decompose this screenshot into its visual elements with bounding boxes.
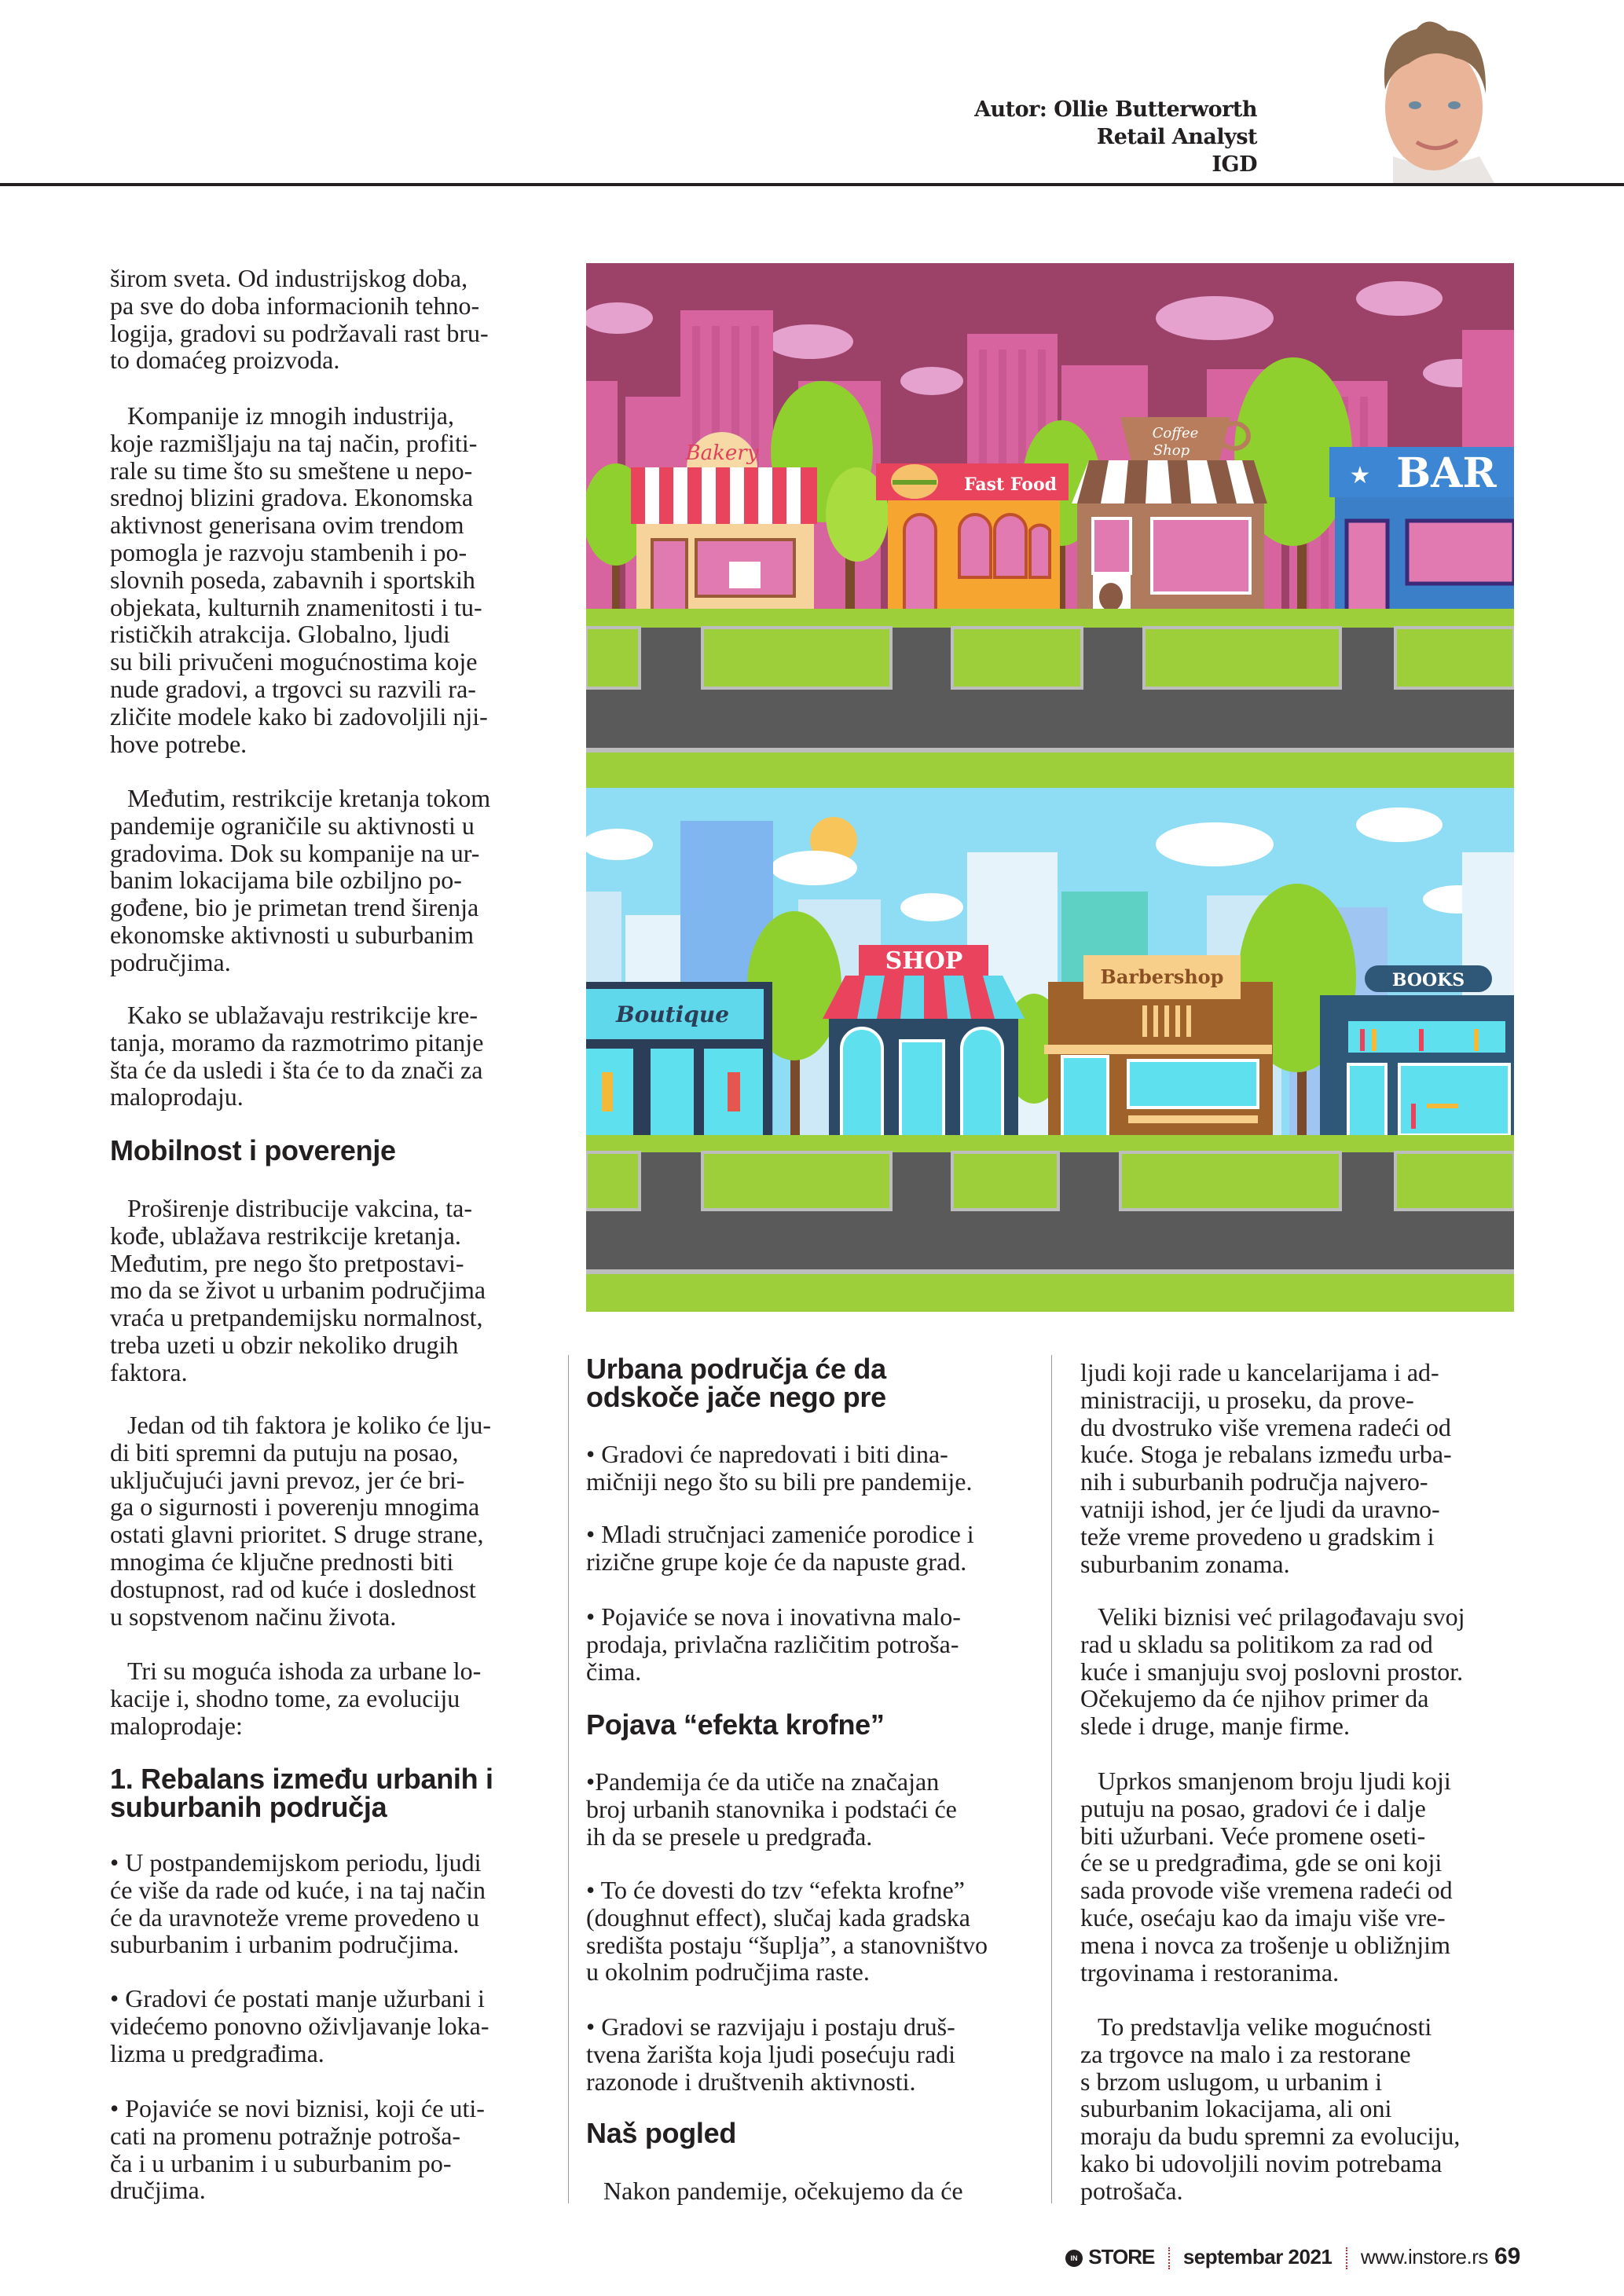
bullet-item: •Pandemija će da utiče na značajan broj urbanih stanovnika i podstaći će ih da se presele u predgrađa. xyxy=(586,1767,957,1851)
fast-food-shop xyxy=(876,463,1069,629)
paragraph: ljudi koji rade u kancelarijama i ad- ministraciji, u proseku, da prove- du dvostruko više vremena radeći od kuće. Stoga je rebalans između urba- nih i suburbanih područja najvero- vatniji ishod, jer će ljudi da uravno- teže vreme provedeno u gradskim i suburbanim zonama. xyxy=(1080,1358,1452,1578)
author-company: IGD xyxy=(1212,152,1257,177)
instore-logo-icon: IN xyxy=(1065,2250,1083,2267)
footer-divider xyxy=(1168,2247,1170,2269)
bullet-item: • U postpandemijskom periodu, ljudi će više da rade od kuće, i na taj način će da uravnoteže vreme provedeno u suburbanim i urbanim područjima. xyxy=(110,1848,486,1959)
grass-strip xyxy=(586,753,1514,788)
general-shop xyxy=(823,945,1025,1152)
section-heading: Pojava “efekta krofne” xyxy=(586,1708,885,1741)
paragraph: To predstavlja velike mogućnosti za trgovce na malo i za restorane s brzom uslugom, u urbanim i suburbanim lokacijama, ali oni moraju da budu spremni za evoluciju, kako bi udovoljili novim potrebama potrošača. xyxy=(1080,2012,1461,2205)
bullet-item: • Gradovi će postati manje užurbani i videćemo ponovno oživljavanje loka- lizma u predgrađima. xyxy=(110,1984,489,2067)
boutique-shop xyxy=(586,982,772,1146)
bullet-item: • Mladi stručnjaci zameniće porodice i rizične grupe koje će da napuste grad. xyxy=(586,1520,974,1576)
paragraph: Kako se ublažavaju restrikcije kre- tanja, moramo da razmotrimo pitanje šta će da usledi i šta će to da znači za maloprodaju. xyxy=(110,1001,484,1111)
coffee-sign-line2: Shop xyxy=(1153,442,1190,459)
books-sign: BOOKS xyxy=(1391,970,1465,991)
paragraph: Uprkos smanjenom broju ljudi koji putuju na posao, gradovi će i dalje biti užurbani. Veće promene oseti- će se u predgrađima, gde se oni koji sada provode više vremena radeći od kuće, osećaju kao da imaju više vre- mena i novca za trošenje u obližnjim trgovinama i restoranima. xyxy=(1080,1767,1453,1987)
grass-strip xyxy=(586,1274,1514,1312)
header-rule xyxy=(0,183,1624,186)
author-photo xyxy=(1362,15,1511,185)
paragraph: Nakon pandemije, očekujemo da će xyxy=(603,2177,963,2205)
star-icon: ★ xyxy=(1349,462,1371,489)
author-name: Autor: Ollie Butterworth xyxy=(974,97,1257,122)
shop-sign: SHOP xyxy=(885,947,963,975)
section-heading: 1. Rebalans između urbanih i suburbanih područja xyxy=(110,1763,493,1823)
bar-sign: BAR xyxy=(1396,449,1497,497)
boutique-sign: Boutique xyxy=(615,1002,730,1027)
paragraph: Međutim, restrikcije kretanja tokom pandemije ograničile su aktivnosti u gradovima. Dok su kompanije na ur- banim lokacijama bile ozbiljno po- gođene, bio je primetan trend širenja ekonomske aktivnosti u suburbanim područjima. xyxy=(110,784,491,976)
section-heading: Urbana područja će da odskoče jače nego pre xyxy=(586,1353,886,1413)
footer-divider xyxy=(1346,2247,1347,2269)
bullet-item: • Gradovi će napredovati i biti dina- mičniji nego što su bili pre pandemije. xyxy=(586,1440,973,1496)
paragraph: Proširenje distribucije vakcina, ta- kođe, ublažava restrikcije kretanja. Međutim, pre nego što pretpostavi- mo da se život u urbanim područjima vraća u pretpandemijsku normalnost, treba uzeti u obzir nekoliko drugih faktora. xyxy=(110,1194,486,1386)
bullet-item: • Pojaviće se novi biznisi, koji će uti- cati na promenu potražnje potroša- ča i u urbanim i u suburbanim po- dručjima. xyxy=(110,2094,485,2205)
bar-shop xyxy=(1329,447,1514,629)
paragraph: Tri su moguća ishoda za urbane lo- kacije i, shodno tome, za evoluciju maloprodaje: xyxy=(110,1657,482,1740)
paragraph: širom sveta. Od industrijskog doba, pa sve do doba informacionih tehno- logija, gradovi su podržavali rast bru- to domaćeg proizvoda. xyxy=(110,264,489,375)
barbershop-sign: Barbershop xyxy=(1100,965,1224,988)
issue-date: septembar 2021 xyxy=(1182,2245,1333,2269)
paragraph: Veliki biznisi već prilagođavaju svoj rad u skladu sa politikom za rad od kuće i smanjuju svoj poslovni prostor. Očekujemo da će njihov primer da slede i druge, manje firme. xyxy=(1080,1602,1465,1741)
bakery-sign: Bakery xyxy=(685,441,759,465)
barbershop xyxy=(1044,955,1273,1152)
bullet-item: • Gradovi se razvijaju i postaju druš- tvena žarišta koja ljudi posećuju radi razonode i društvenih aktivnosti. xyxy=(586,2012,956,2096)
bullet-item: • To će dovesti do tzv “efekta krofne” (doughnut effect), slučaj kada gradska središta postaju “šuplja”, a stanovništvo u okolnim područjima raste. xyxy=(586,1876,988,1987)
paragraph: Kompanije iz mnogih industrija, koje razmišljaju na taj način, profiti- rale su time što su smeštene u nepo- srednoj blizini gradova. Ekonomska aktivnost generisana ovim trendom pomogla je razvoju stambenih i po- slovnih poseda, zabavnih i sportskih objekata, kulturnih znamenitosti i tu- rističkih atrakcija. Globalno, ljudi su bili privučeni mogućnostima koje nude gradovi, a trgovci su razvili ra- zličite modele kako bi zadovoljili nji- hove potrebe. xyxy=(110,401,488,758)
author-role: Retail Analyst xyxy=(1096,125,1257,149)
footer xyxy=(1065,2243,1488,2271)
section-heading: Mobilnost i poverenje xyxy=(110,1134,396,1166)
website-link[interactable]: www.instore.rs xyxy=(1360,2245,1488,2269)
fast-food-sign: Fast Food xyxy=(963,474,1058,495)
coffee-sign-line1: Coffee xyxy=(1152,425,1199,441)
column-divider xyxy=(568,1355,569,2203)
page-number: 69 xyxy=(1494,2243,1521,2269)
column-divider xyxy=(1051,1355,1052,2203)
paragraph: Jedan od tih faktora je koliko će lju- di biti spremni da putuju na posao, uključujući javni prevoz, jer će bri- ga o sigurnosti i poverenju mnogima ostati glavni prioritet. S druge strane, mnogima će ključne prednosti biti dostupnost, rad od kuće i doslednost u sopstvenom načinu života. xyxy=(110,1411,491,1631)
street-shops-illustration xyxy=(586,263,1514,1312)
brand-name: STORE xyxy=(1088,2245,1155,2269)
bullet-item: • Pojaviće se nova i inovativna malo- prodaja, privlačna različitim potroša- čima. xyxy=(586,1602,961,1686)
author-byline xyxy=(974,96,1257,178)
section-heading: Naš pogled xyxy=(586,2117,737,2149)
